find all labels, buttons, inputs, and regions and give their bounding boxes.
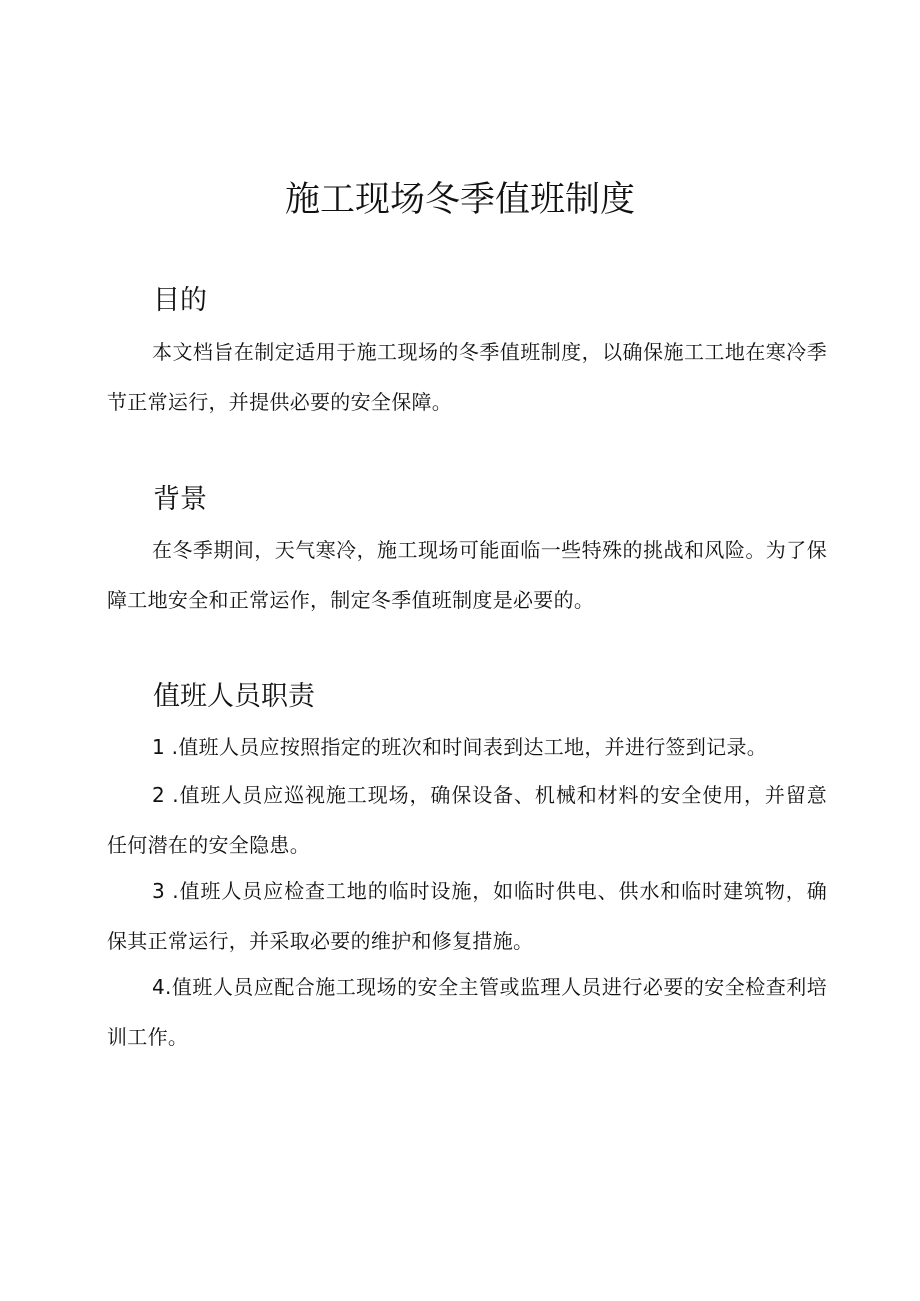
duty-item-number: 2 .	[152, 783, 179, 807]
document-title: 施工现场冬季值班制度	[284, 180, 635, 220]
section-paragraph-purpose: 本文档旨在制定适用于施工现场的冬季值班制度，以确保施工工地在寒冷季节正常运行，并提供必要的安全保障。	[107, 340, 827, 414]
duty-list-item	[107, 770, 827, 870]
section-paragraph-background: 在冬季期间，天气寒冷，施工现场可能面临一些特殊的挑战和风险。为了保障工地安全和正常运作，制定冬季值班制度是必要的。	[107, 538, 827, 612]
duty-item-number: 3 .	[152, 879, 179, 903]
duty-item-text: 值班人员应巡视施工现场，确保设备、机械和材料的安全使用，并留意任何潜在的安全隐患。	[107, 783, 827, 857]
duty-item-text: 值班人员应配合施工现场的安全主管或监理人员进行必要的安全检查利培训工作。	[107, 975, 827, 1049]
duty-item-number: 4.	[152, 975, 172, 999]
duty-list-item	[107, 722, 827, 772]
duty-item-text: 值班人员应检查工地的临时设施，如临时供电、供水和临时建筑物，确保其正常运行，并采取必要的维护和修复措施。	[107, 879, 827, 953]
duty-list-item	[107, 962, 827, 1062]
duty-list-item	[107, 866, 827, 966]
section-heading-background: 背景	[153, 484, 207, 515]
duty-item-number: 1 .	[152, 735, 179, 759]
duty-item-text: 值班人员应按照指定的班次和时间表到达工地，并进行签到记录。	[178, 735, 768, 759]
section-heading-duties: 值班人员职责	[153, 681, 315, 712]
section-heading-purpose: 目的	[153, 285, 207, 316]
